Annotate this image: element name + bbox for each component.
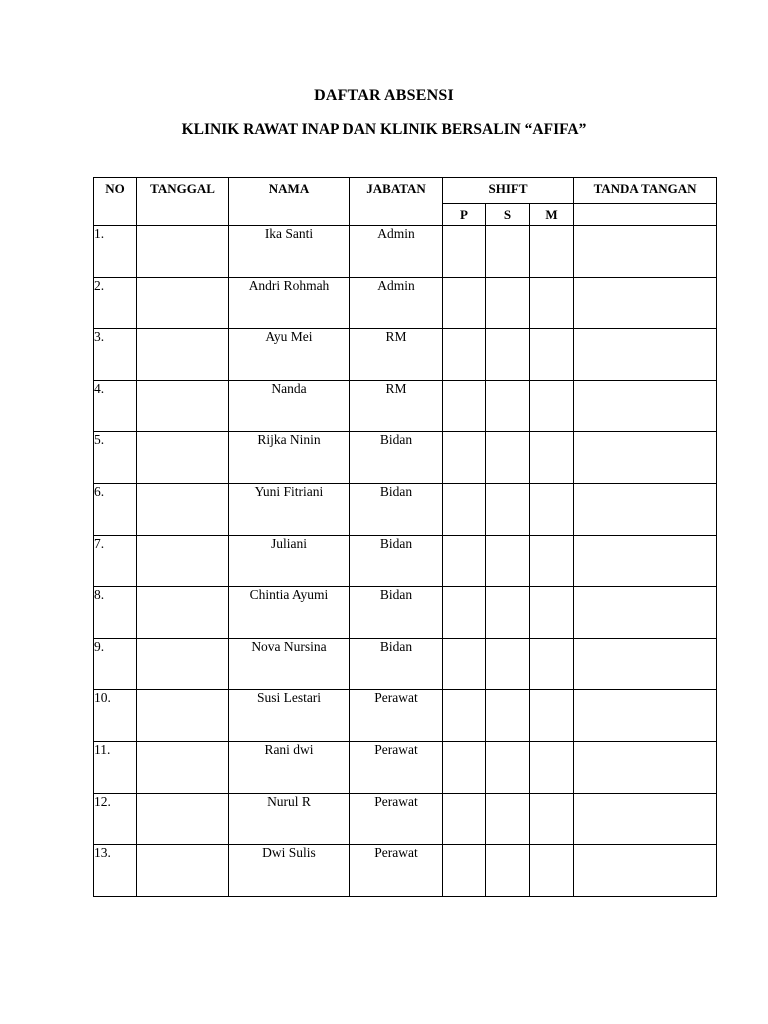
cell-nama: Dwi Sulis <box>229 845 350 897</box>
cell-shift-s <box>486 690 530 742</box>
table-row <box>94 845 717 897</box>
cell-shift-s <box>486 226 530 278</box>
table-row <box>94 380 717 432</box>
cell-no: 7. <box>94 535 137 587</box>
document-subtitle: KLINIK RAWAT INAP DAN KLINIK BERSALIN “AFIFA” <box>181 121 587 138</box>
cell-no: 11. <box>94 741 137 793</box>
cell-jabatan: Bidan <box>350 535 443 587</box>
cell-no: 8. <box>94 587 137 639</box>
cell-no: 10. <box>94 690 137 742</box>
cell-nama: Ika Santi <box>229 226 350 278</box>
cell-tanggal <box>137 483 229 535</box>
cell-nama: Nurul R <box>229 793 350 845</box>
cell-shift-s <box>486 587 530 639</box>
document-title: DAFTAR ABSENSI <box>314 87 454 104</box>
cell-shift-m <box>530 638 574 690</box>
cell-shift-p <box>443 587 486 639</box>
cell-shift-s <box>486 432 530 484</box>
cell-nama: Nanda <box>229 380 350 432</box>
header-no: NO <box>94 178 137 226</box>
table-row <box>94 638 717 690</box>
cell-tanda-tangan <box>574 690 717 742</box>
cell-tanggal <box>137 638 229 690</box>
cell-no: 12. <box>94 793 137 845</box>
cell-shift-p <box>443 483 486 535</box>
table-row <box>94 793 717 845</box>
cell-nama: Ayu Mei <box>229 329 350 381</box>
cell-shift-p <box>443 226 486 278</box>
cell-shift-m <box>530 535 574 587</box>
cell-jabatan: Perawat <box>350 741 443 793</box>
cell-jabatan: RM <box>350 380 443 432</box>
cell-shift-s <box>486 483 530 535</box>
table-row <box>94 587 717 639</box>
cell-shift-p <box>443 277 486 329</box>
cell-tanda-tangan <box>574 535 717 587</box>
cell-jabatan: RM <box>350 329 443 381</box>
cell-tanda-tangan <box>574 329 717 381</box>
cell-no: 3. <box>94 329 137 381</box>
cell-shift-m <box>530 587 574 639</box>
cell-shift-m <box>530 793 574 845</box>
cell-shift-p <box>443 535 486 587</box>
cell-nama: Andri Rohmah <box>229 277 350 329</box>
cell-shift-m <box>530 226 574 278</box>
table-row <box>94 741 717 793</box>
table-row <box>94 535 717 587</box>
cell-tanda-tangan <box>574 587 717 639</box>
cell-tanggal <box>137 380 229 432</box>
cell-tanda-tangan <box>574 638 717 690</box>
cell-tanggal <box>137 690 229 742</box>
cell-tanggal <box>137 587 229 639</box>
cell-tanggal <box>137 793 229 845</box>
header-nama: NAMA <box>229 178 350 226</box>
cell-nama: Rijka Ninin <box>229 432 350 484</box>
cell-jabatan: Admin <box>350 226 443 278</box>
cell-shift-p <box>443 329 486 381</box>
header-shift-p: P <box>443 204 486 226</box>
table-row <box>94 277 717 329</box>
cell-jabatan: Bidan <box>350 432 443 484</box>
cell-shift-p <box>443 690 486 742</box>
cell-shift-s <box>486 793 530 845</box>
cell-tanggal <box>137 845 229 897</box>
cell-nama: Yuni Fitriani <box>229 483 350 535</box>
cell-no: 1. <box>94 226 137 278</box>
cell-jabatan: Perawat <box>350 793 443 845</box>
header-shift: SHIFT <box>443 178 574 204</box>
cell-tanda-tangan <box>574 226 717 278</box>
cell-shift-s <box>486 741 530 793</box>
cell-shift-s <box>486 638 530 690</box>
cell-shift-m <box>530 690 574 742</box>
cell-shift-s <box>486 380 530 432</box>
cell-nama: Juliani <box>229 535 350 587</box>
cell-nama: Rani dwi <box>229 741 350 793</box>
cell-shift-s <box>486 845 530 897</box>
cell-jabatan: Bidan <box>350 483 443 535</box>
table-body <box>94 226 717 897</box>
cell-shift-p <box>443 380 486 432</box>
cell-jabatan: Perawat <box>350 845 443 897</box>
cell-jabatan: Bidan <box>350 587 443 639</box>
header-jabatan: JABATAN <box>350 178 443 226</box>
cell-jabatan: Bidan <box>350 638 443 690</box>
cell-no: 13. <box>94 845 137 897</box>
cell-tanda-tangan <box>574 483 717 535</box>
cell-shift-p <box>443 793 486 845</box>
attendance-table <box>93 177 717 897</box>
cell-shift-s <box>486 277 530 329</box>
cell-nama: Nova Nursina <box>229 638 350 690</box>
cell-tanda-tangan <box>574 432 717 484</box>
header-tanda-tangan: TANDA TANGAN <box>574 178 717 204</box>
cell-nama: Susi Lestari <box>229 690 350 742</box>
table-row <box>94 329 717 381</box>
cell-shift-p <box>443 638 486 690</box>
cell-shift-m <box>530 277 574 329</box>
header-shift-m: M <box>530 204 574 226</box>
cell-tanggal <box>137 535 229 587</box>
cell-tanggal <box>137 329 229 381</box>
cell-tanda-tangan <box>574 845 717 897</box>
cell-no: 9. <box>94 638 137 690</box>
cell-tanggal <box>137 277 229 329</box>
cell-tanda-tangan <box>574 741 717 793</box>
cell-no: 2. <box>94 277 137 329</box>
cell-shift-m <box>530 432 574 484</box>
table-row <box>94 226 717 278</box>
cell-shift-m <box>530 380 574 432</box>
cell-no: 4. <box>94 380 137 432</box>
header-shift-s: S <box>486 204 530 226</box>
cell-tanggal <box>137 432 229 484</box>
cell-shift-s <box>486 535 530 587</box>
cell-tanggal <box>137 226 229 278</box>
cell-tanda-tangan <box>574 380 717 432</box>
table-header-row <box>94 178 717 204</box>
table-row <box>94 432 717 484</box>
cell-shift-p <box>443 845 486 897</box>
cell-shift-m <box>530 483 574 535</box>
table-row <box>94 690 717 742</box>
table-row <box>94 483 717 535</box>
cell-jabatan: Perawat <box>350 690 443 742</box>
cell-jabatan: Admin <box>350 277 443 329</box>
cell-no: 5. <box>94 432 137 484</box>
cell-shift-s <box>486 329 530 381</box>
cell-no: 6. <box>94 483 137 535</box>
cell-shift-m <box>530 329 574 381</box>
header-tanda-tangan-sub <box>574 204 717 226</box>
header-tanggal: TANGGAL <box>137 178 229 226</box>
cell-nama: Chintia Ayumi <box>229 587 350 639</box>
cell-shift-m <box>530 741 574 793</box>
cell-shift-m <box>530 845 574 897</box>
cell-tanda-tangan <box>574 793 717 845</box>
cell-tanggal <box>137 741 229 793</box>
cell-shift-p <box>443 432 486 484</box>
cell-shift-p <box>443 741 486 793</box>
cell-tanda-tangan <box>574 277 717 329</box>
